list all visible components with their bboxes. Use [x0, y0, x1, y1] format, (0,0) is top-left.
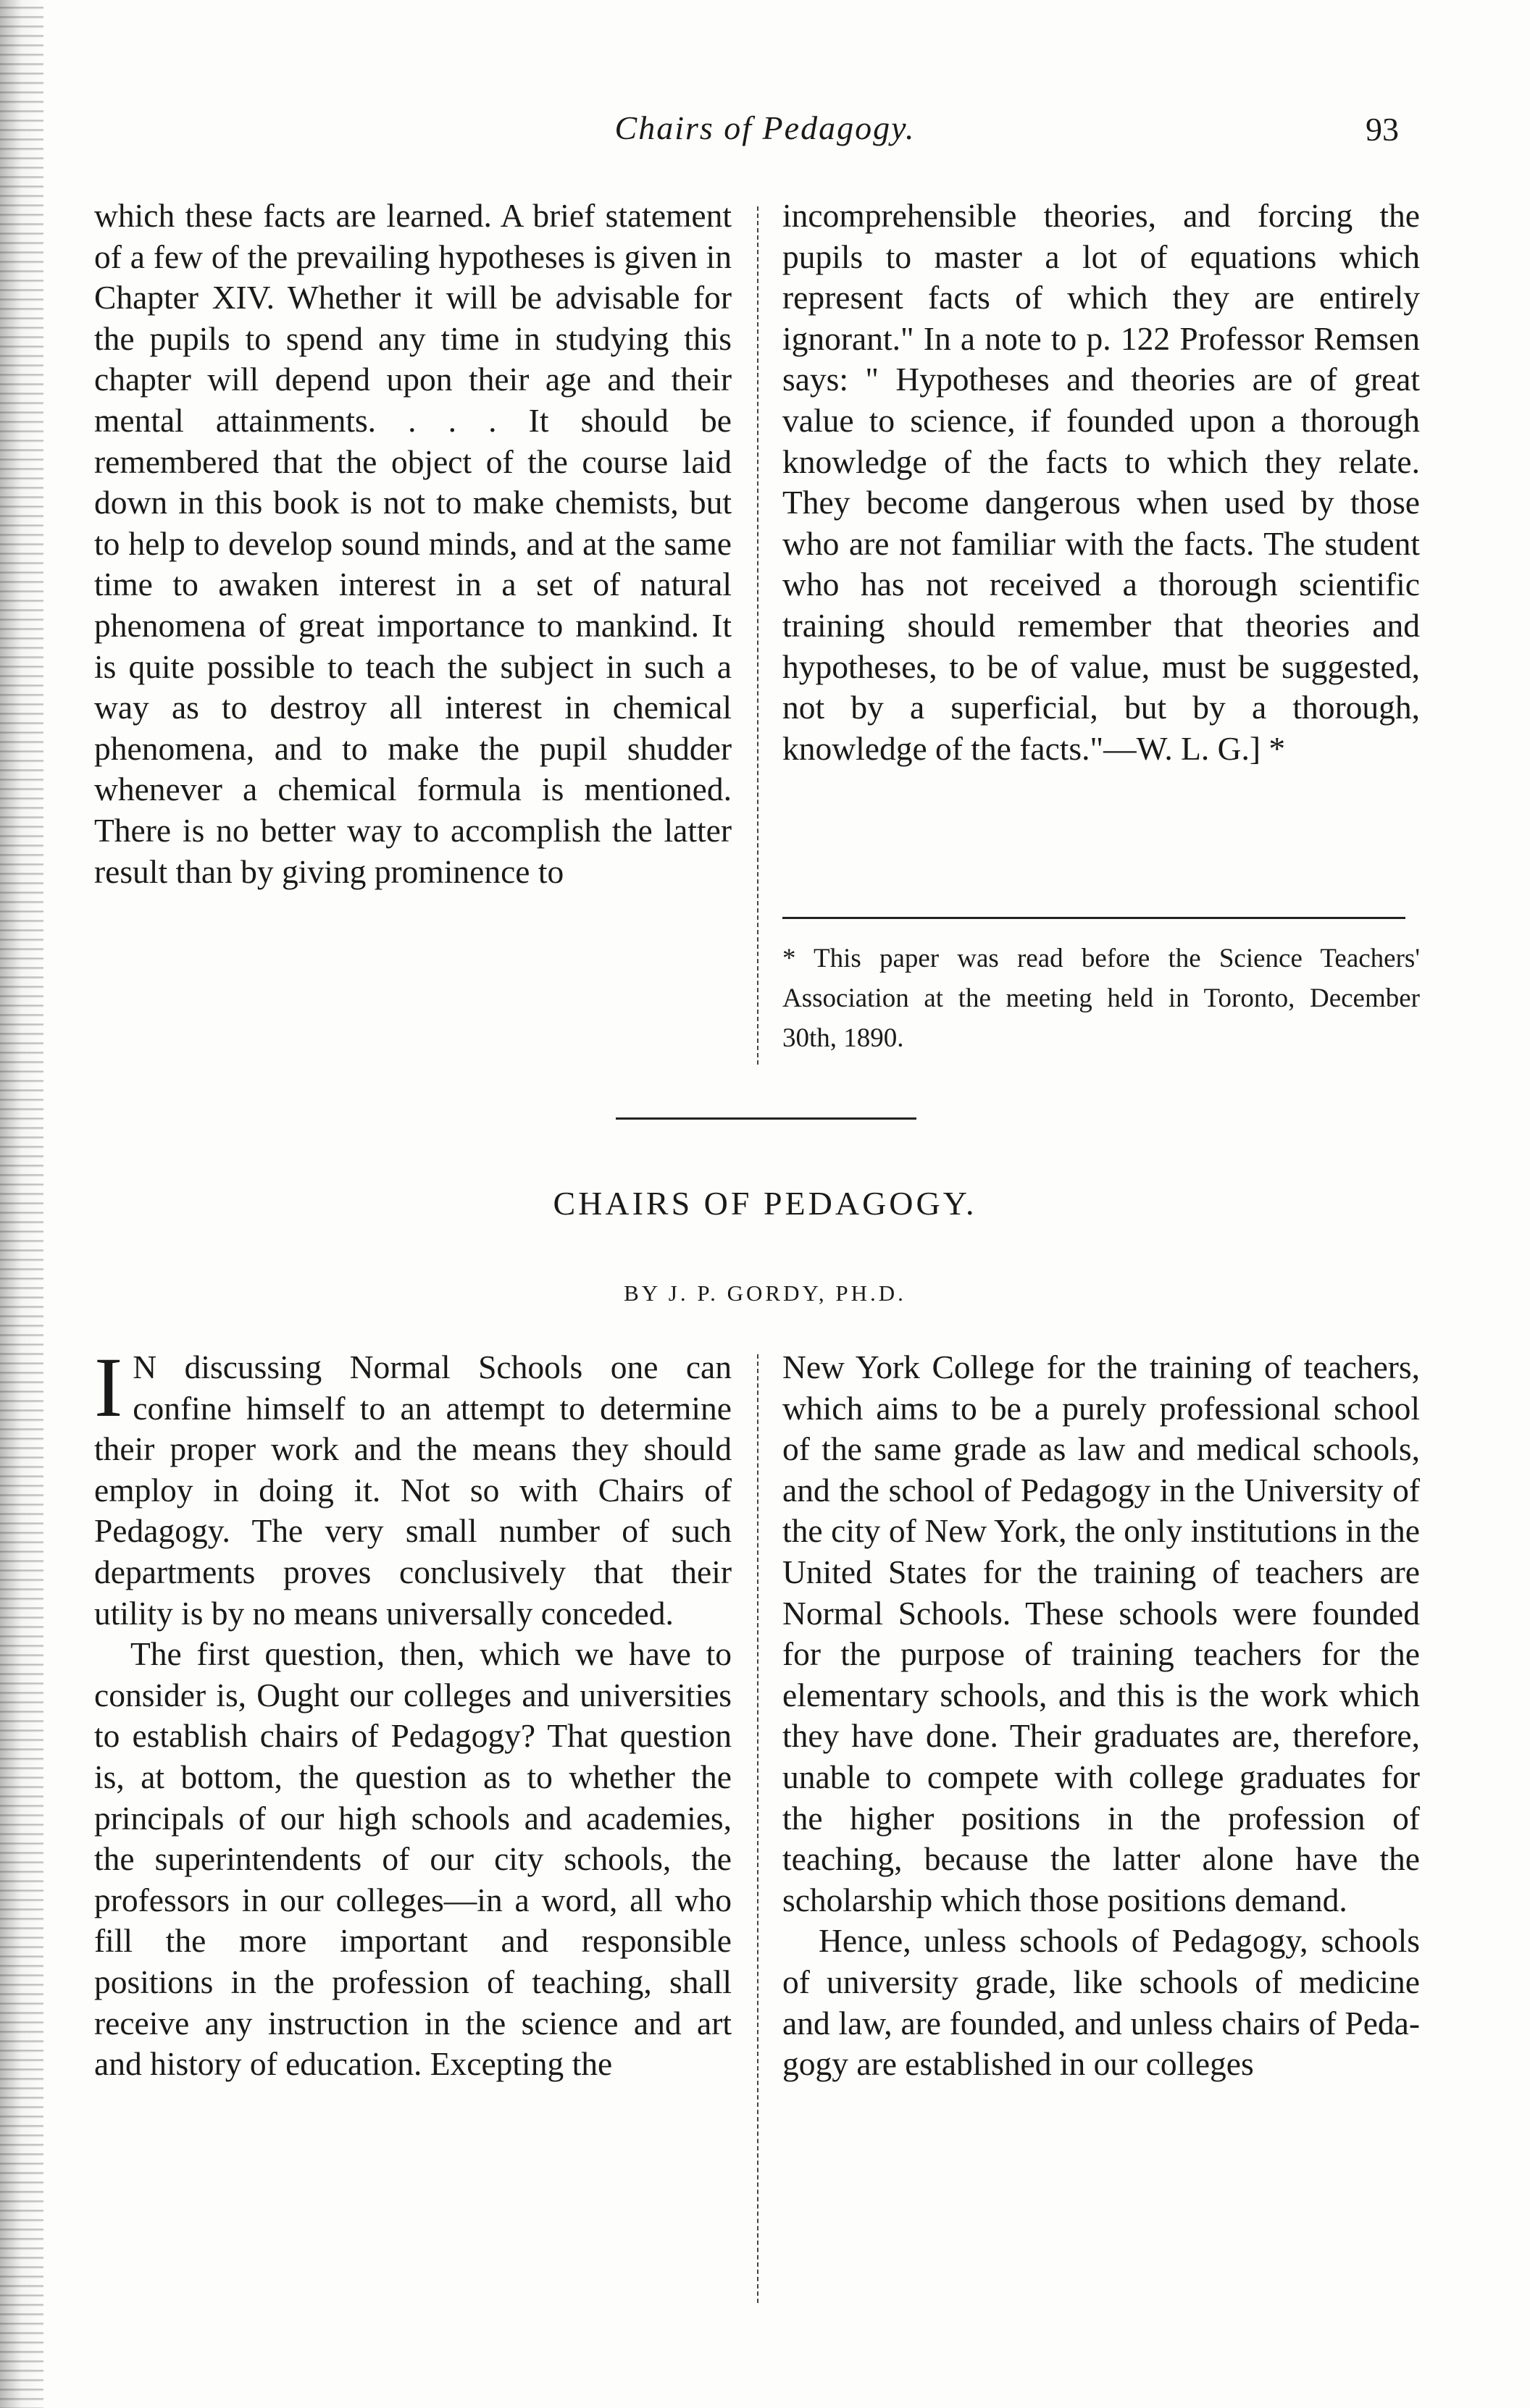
footnote: * This paper was read before the Science Teachers' Association at the meeting held in Toronto, December 30th, 1890. [782, 944, 1420, 1053]
paragraph: The first question, then, which we have to consider is, Ought our colleges and universities to establish chairs of Pedagogy? That question is, at bottom, the question as to whether the principals of our high schools and academies, the superintendents of our city schools, the professors in our colleges—in a word, all who fill the more important and responsible positions in the profession of teaching, shall receive any instruction in the science and art and history of education. Excepting the [94, 1635, 732, 2083]
page-number: 93 [1366, 111, 1399, 148]
running-header: Chairs of Pedagogy. [614, 109, 916, 146]
footnote-divider [782, 917, 1405, 919]
top-right-column [782, 196, 1420, 769]
opening-paragraph [94, 1340, 732, 1634]
article-title: CHAIRS OF PEDAGOGY. [553, 1185, 977, 1222]
column-divider-top [757, 206, 758, 1065]
top-right-paragraph: incomprehensible theories, and forcing the pupils to master a lot of equations which represent facts of which they are entirely ignorant." In a note to p. 122 Professor Remsen says: " Hypotheses and theories are of great value to science, if founded upon a thorough knowledge of the facts to which they relate. They become dangerous when used by those who are not familiar with the facts. The student who has not received a thorough scientific training should remember that theories and hypotheses, to be of value, must be suggested, not by a superficial, but by a thorough, knowledge of the facts."—W. L. G.] * [782, 197, 1420, 767]
opening-paragraph-text: N discussing Normal Schools one can confine himself to an attempt to determine their proper work and the means they should employ in doing it. Not so with Chairs of Pedagogy. The very small number of such departments proves conclusively that their utility is by no means universally conceded. [94, 1348, 732, 1632]
bottom-right-column [782, 1347, 1420, 2085]
top-left-column [94, 196, 732, 892]
drop-cap: I [94, 1340, 123, 1435]
paragraph: Hence, unless schools of Pedagogy, schools of university grade, like schools of medicine and law, are founded, and unless chairs of Pedagogy are established in our colleges [782, 1922, 1420, 2083]
bottom-left-column [94, 1340, 732, 2085]
top-left-paragraph: which these facts are learned. A brief statement of a few of the prevailing hypotheses is given in Chapter XIV. Whether it will be advisable for the pupils to spend any time in studying this chapter will depend upon their age and their mental attainments. . . . It should be remembered that the object of the course laid down in this book is not to make chemists, but to help to develop sound minds, and at the same time to awaken interest in a set of natural phenomena of great importance to mankind. It is quite possible to teach the subject in such a way as to destroy all interest in chemical phenomena, and to make the pupil shudder whenever a chemical formula is mentioned. There is no better way to accomplish the latter result than by giving prominence to [94, 197, 732, 890]
section-divider [616, 1117, 916, 1120]
article-byline: BY J. P. GORDY, PH.D. [624, 1280, 906, 1306]
column-divider-bottom [757, 1354, 758, 2303]
paragraph: New York College for the training of teachers, which aims to be a purely professional school of the same grade as law and medical schools, and the school of Pedagogy in the University of the city of New York, the only institutions in the United States for the training of teachers are Normal Schools. These schools were founded for the purpose of training teachers for the elementary schools, and this is the work which they have done. Their graduates are, therefore, unable to compete with college graduates for the higher positions in the profession of teaching, because the latter alone have the scholarship which those positions demand. [782, 1348, 1420, 1918]
